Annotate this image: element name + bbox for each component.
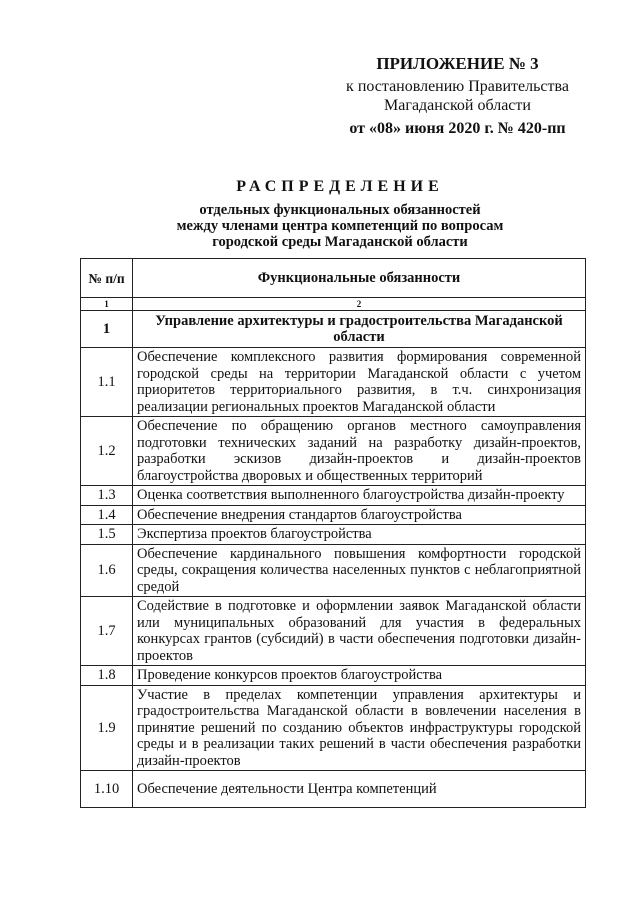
header-number: № п/п — [81, 259, 133, 298]
table-row — [81, 486, 586, 506]
row-text: Проведение конкурсов проектов благоустройства — [133, 666, 586, 686]
row-number: 1.7 — [81, 597, 133, 666]
row-text: Обеспечение по обращению органов местного самоуправления подготовки технических заданий на разработку дизайн-проектов, разработки эскизов дизайн-проектов и дизайн-проектов благоустройства дворовых и общественных территорий — [133, 417, 586, 486]
row-number: 1.8 — [81, 666, 133, 686]
row-text: Обеспечение внедрения стандартов благоустройства — [133, 505, 586, 525]
duties-table — [80, 258, 586, 808]
row-number: 1.4 — [81, 505, 133, 525]
heading-subtitle-1: отдельных функциональных обязанностей — [199, 202, 481, 218]
row-number: 1.3 — [81, 486, 133, 506]
section-title: Управление архитектуры и градостроительства Магаданской области — [133, 311, 586, 348]
section-row — [81, 311, 586, 348]
appendix-title: ПРИЛОЖЕНИЕ № 3 — [376, 54, 539, 73]
table-row — [81, 666, 586, 686]
row-number: 1.6 — [81, 544, 133, 597]
row-text: Экспертиза проектов благоустройства — [133, 525, 586, 545]
column-index-1: 1 — [81, 298, 133, 311]
table-row — [81, 685, 586, 771]
row-text: Оценка соответствия выполненного благоустройства дизайн-проекту — [133, 486, 586, 506]
table-row — [81, 348, 586, 417]
row-text: Обеспечение деятельности Центра компетенций — [133, 771, 586, 808]
table-row — [81, 417, 586, 486]
table-row — [81, 544, 586, 597]
header-duties: Функциональные обязанности — [133, 259, 586, 298]
table-row — [81, 597, 586, 666]
row-text: Обеспечение кардинального повышения комфортности городской среды, сокращения количества населенных пунктов с неблагоприятной средой — [133, 544, 586, 597]
table-header-row — [81, 259, 586, 298]
row-text: Содействие в подготовке и оформлении заявок Магаданской области или муниципальных образований для участия в федеральных конкурсах грантов (субсидий) в части обеспечения подготовки дизайн-проектов — [133, 597, 586, 666]
row-text: Участие в пределах компетенции управления архитектуры и градостроительства Магаданской области в вовлечении населения в принятие решений по созданию объектов инфраструктуры городской среды и в реализации таких решений в части обеспечения разработки дизайн-проектов — [133, 685, 586, 771]
appendix-line-2: Магаданской области — [384, 97, 531, 114]
column-index-2: 2 — [133, 298, 586, 311]
row-text: Обеспечение комплексного развития формирования современной городской среды на территории Магаданской области с учетом приоритетов территориального развития, в т.ч. синхронизация реализации региональных проектов Магаданской области — [133, 348, 586, 417]
table-row — [81, 771, 586, 808]
row-number: 1.9 — [81, 685, 133, 771]
appendix-line-1: к постановлению Правительства — [346, 78, 569, 95]
heading-title: РАСПРЕДЕЛЕНИЕ — [236, 178, 444, 195]
row-number: 1.5 — [81, 525, 133, 545]
heading-subtitle-3: городской среды Магаданской области — [212, 234, 468, 250]
appendix-block — [330, 54, 585, 138]
row-number: 1.1 — [81, 348, 133, 417]
table-row — [81, 525, 586, 545]
row-number: 1.10 — [81, 771, 133, 808]
document-heading — [140, 178, 540, 250]
row-number: 1.2 — [81, 417, 133, 486]
column-index-row — [81, 298, 586, 311]
table-row — [81, 505, 586, 525]
appendix-date: от «08» июня 2020 г. № 420-пп — [349, 120, 566, 137]
heading-subtitle-2: между членами центра компетенций по вопросам — [176, 218, 504, 234]
section-number: 1 — [81, 311, 133, 348]
